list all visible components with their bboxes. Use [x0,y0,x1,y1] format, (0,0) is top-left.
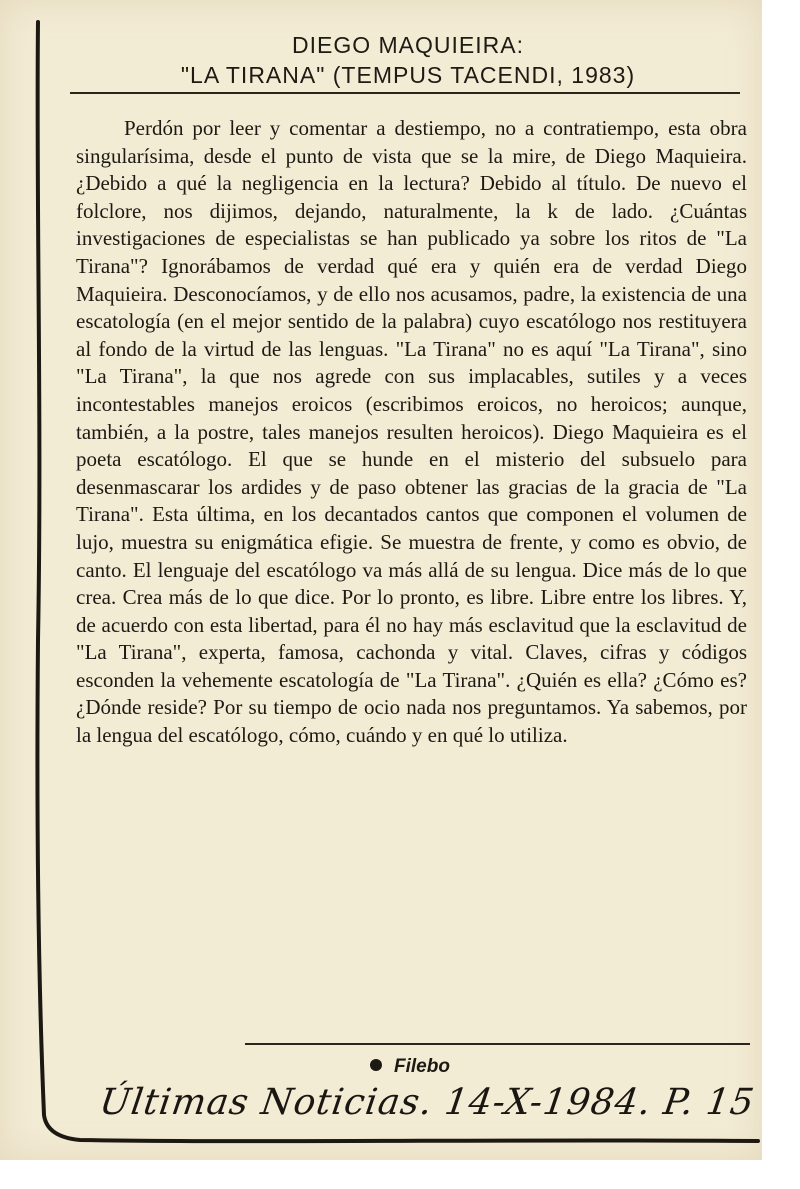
handwritten-source-note: Últimas Noticias. 14-X-1984. P. 15 [97,1082,758,1123]
author-signature [370,1056,450,1078]
bullet-icon [370,1059,382,1071]
article-body: Perdón por leer y comentar a destiempo, no a contratiempo, esta obra singularísima, desde el punto de vista que se la mire, de Diego Maquieira. ¿Debido a qué la negligencia en la lectura? Debido al título. De nuevo el folclore, nos dijimos, dejando, naturalmente, la k de lado. ¿Cuántas investigaciones de especialistas se han publicado ya sobre los ritos de "La Tirana"? Ignorábamos de verdad qué era y quién era de verdad Diego Maquieira. Desconocíamos, y de ello nos acusamos, padre, la existencia de una escatología (en el mejor sentido de la palabra) cuyo escatólogo nos restituyera al fondo de la virtud de las lenguas. "La Tirana" no es aquí "La Tirana", sino "La Tirana", la que nos agrede con sus implacables, sutiles y a veces incontestables manejos eroicos (escribimos eroicos, no heroicos; aunque, también, a la postre, tales manejos resulten heroicos). Diego Maquieira es el poeta escatólogo. El que se hunde en el misterio del subsuelo para desenmascarar los ardides y de paso obtener las gracias de la gracia de "La Tirana". Esta última, en los decantados cantos que componen el volumen de lujo, muestra su enigmática efigie. Se muestra de frente, y como es obvio, de canto. El lenguaje del escatólogo va más allá de su lengua. Dice más de lo que crea. Crea más de lo que dice. Por lo pronto, es libre. Libre entre los libres. Y, de acuerdo con esta libertad, para él no hay más esclavitud que la esclavitud de "La Tirana", experta, famosa, cachonda y vital. Claves, cifras y códigos esconden la vehemente escatología de "La Tirana". ¿Quién es ella? ¿Cómo es? ¿Dónde reside? Por su tiempo de ocio nada nos preguntamos. Ya sabemos, por la lengua del escatólogo, cómo, cuándo y en qué lo utiliza. [76,116,747,748]
title-line-1: DIEGO MAQUIEIRA: [292,32,524,58]
title-divider [70,92,740,94]
author-name: Filebo [394,1056,450,1077]
title-line-2: "LA TIRANA" (TEMPUS TACENDI, 1983) [180,62,636,88]
article-title [70,30,746,90]
signature-divider [245,1043,750,1045]
